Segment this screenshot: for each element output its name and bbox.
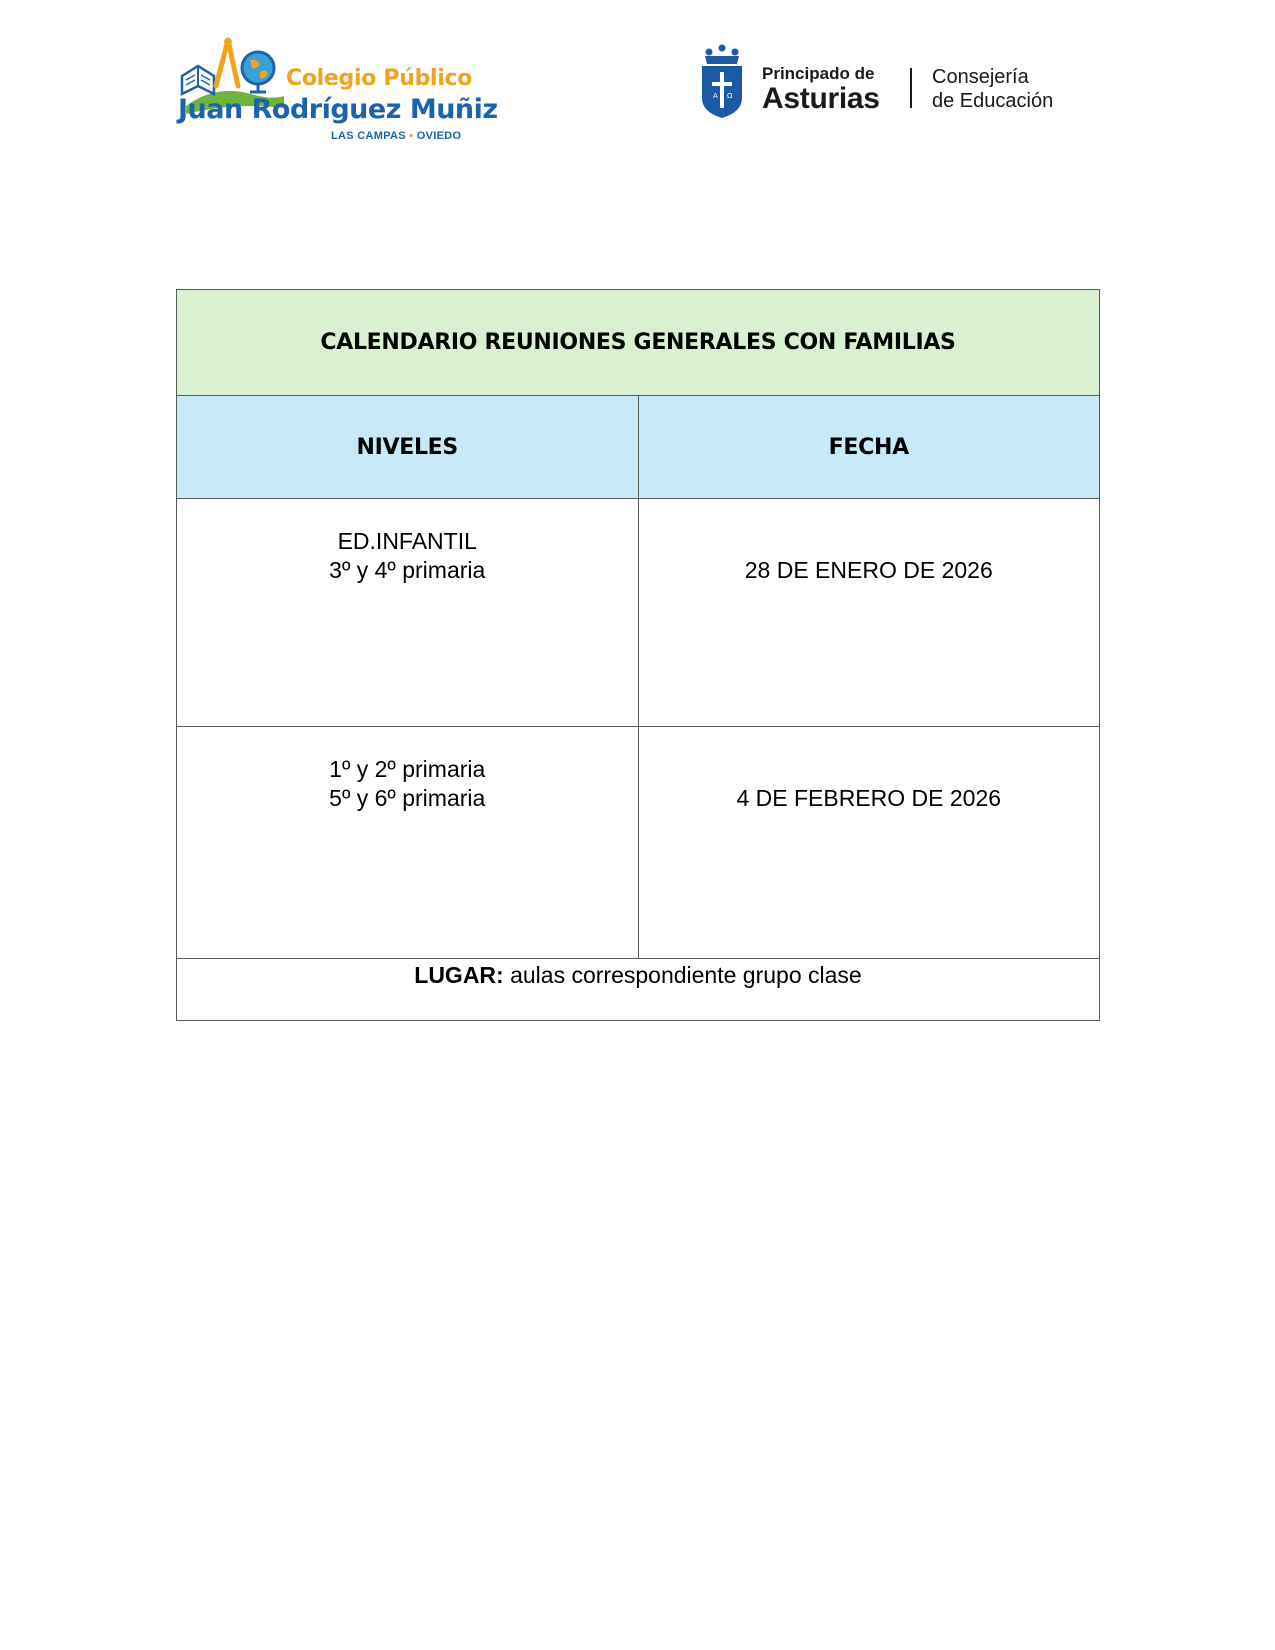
column-header-levels-label: NIVELES — [356, 434, 458, 460]
svg-text:Ω: Ω — [727, 92, 733, 100]
table-header-row — [177, 396, 1100, 499]
school-location-place-a: LAS CAMPAS — [331, 130, 406, 142]
date-cell — [638, 499, 1100, 727]
column-header-levels — [177, 396, 639, 499]
dept-name-line2: de Educación — [932, 90, 1054, 112]
levels-cell — [177, 499, 639, 727]
school-location-separator: • — [409, 130, 414, 142]
school-location — [331, 130, 461, 142]
location-label: LUGAR: — [414, 962, 504, 988]
meetings-calendar-table — [176, 289, 1100, 1021]
logo-divider — [910, 68, 912, 108]
level-item: ED.INFANTIL — [337, 528, 477, 554]
svg-text:A: A — [713, 92, 718, 100]
dept-name-line1: Consejería — [932, 66, 1029, 88]
gov-name-line2: Asturias — [762, 82, 880, 115]
table-row — [177, 499, 1100, 727]
column-header-date — [638, 396, 1100, 499]
level-item: 1º y 2º primaria — [329, 756, 486, 782]
school-name-line1: Colegio Público — [286, 66, 473, 91]
location-value: aulas correspondiente grupo clase — [503, 962, 862, 988]
levels-cell — [177, 727, 639, 959]
table-row — [177, 727, 1100, 959]
gov-logo — [700, 44, 1090, 124]
meeting-date: 4 DE FEBRERO DE 2026 — [736, 785, 1002, 811]
table-title-cell — [177, 290, 1100, 396]
location-row — [177, 959, 1100, 1021]
gov-name-line1: Principado de — [762, 64, 875, 83]
level-item: 3º y 4º primaria — [329, 557, 486, 583]
meeting-date: 28 DE ENERO DE 2026 — [744, 557, 993, 583]
crowned-shield-cross-icon — [700, 44, 744, 120]
column-header-date-label: FECHA — [828, 434, 909, 460]
date-cell — [638, 727, 1100, 959]
school-name-line2: Juan Rodríguez Muñiz — [178, 94, 498, 125]
school-logo — [176, 36, 498, 146]
table-title: CALENDARIO REUNIONES GENERALES CON FAMILIAS — [320, 330, 956, 355]
level-item: 5º y 6º primaria — [329, 785, 486, 811]
table-title-row — [177, 290, 1100, 396]
location-cell — [177, 959, 1100, 1021]
school-location-place-b: OVIEDO — [416, 130, 462, 142]
